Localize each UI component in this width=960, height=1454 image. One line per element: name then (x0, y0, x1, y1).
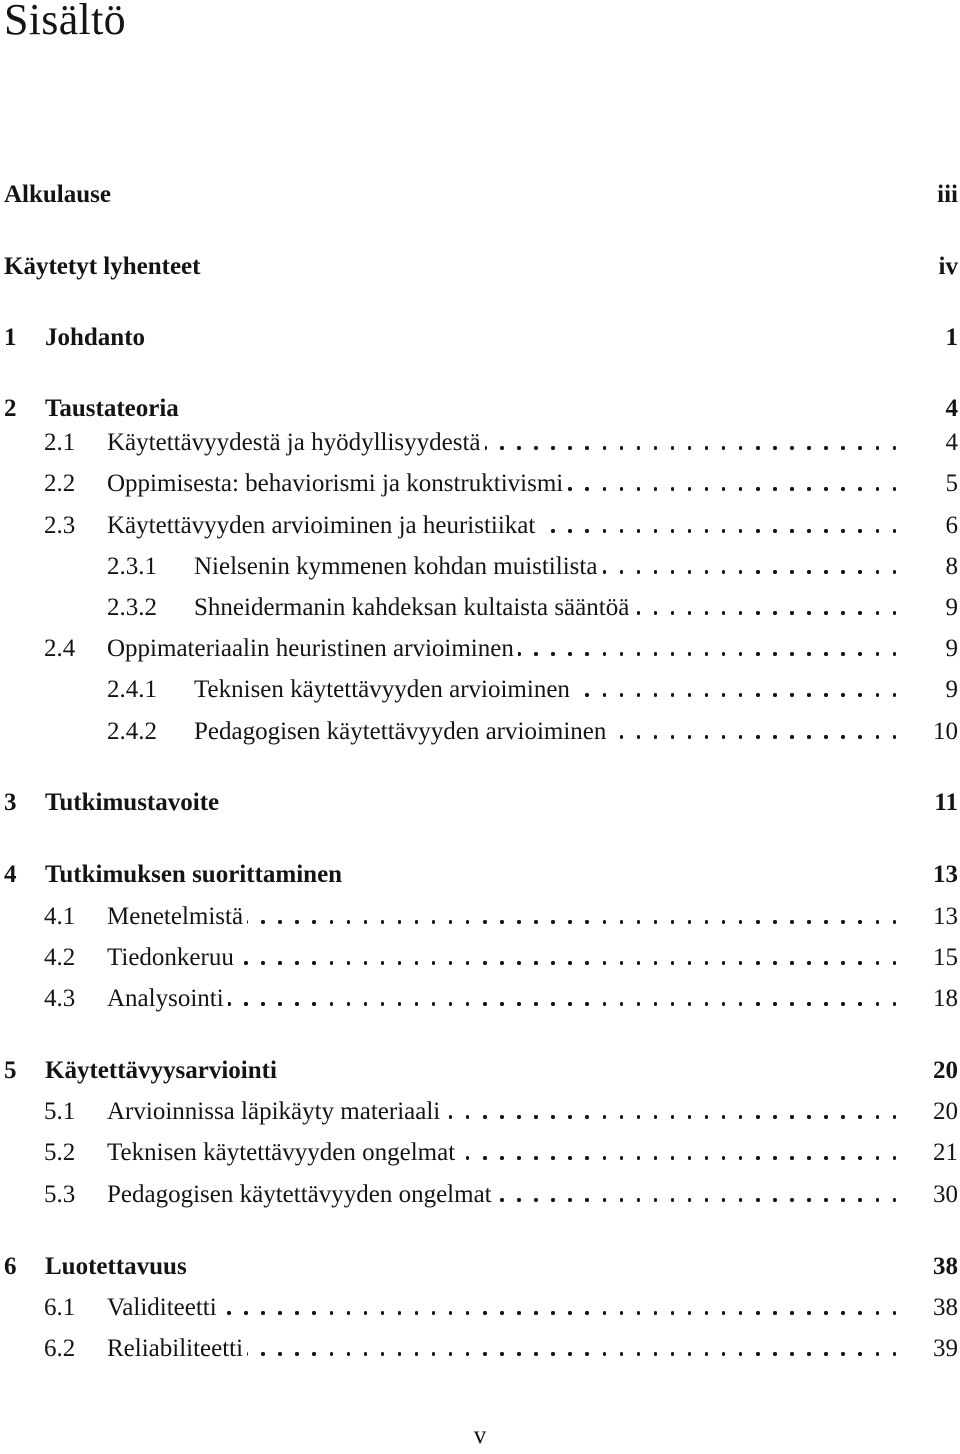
toc-entry-title: Shneidermanin kahdeksan kultaista sääntöä (194, 594, 630, 621)
toc-page-number: 21 (933, 1139, 958, 1166)
toc-entry-title: Arvioinnissa läpikäyty materiaali (107, 1098, 441, 1125)
toc-entry-number: 2.4.1 (107, 676, 157, 703)
dot-leader (539, 508, 896, 544)
toc-page-number: 20 (933, 1057, 958, 1084)
toc-chapter-entry[interactable] (4, 1249, 958, 1285)
toc-entry-title: Käytettävyydestä ja hyödyllisyydestä (107, 429, 481, 456)
dot-leader (228, 981, 896, 1017)
toc-entry-title: Menetelmistä (107, 903, 244, 930)
toc-section-entry[interactable] (4, 981, 958, 1017)
toc-entry-title: Taustateoria (45, 395, 179, 422)
toc-entry-title: Pedagogisen käytettävyyden arvioiminen (194, 718, 607, 745)
toc-subsection-entry[interactable] (4, 672, 958, 708)
toc-chapter-entry[interactable] (4, 249, 958, 285)
toc-entry-number: 2.3 (44, 512, 76, 539)
toc-chapter-entry[interactable] (4, 1053, 958, 1089)
toc-page-number: 10 (933, 718, 958, 745)
toc-entry-title: Käytettävyysarviointi (45, 1057, 277, 1084)
dot-leader (633, 590, 896, 626)
dot-leader (444, 1094, 896, 1130)
dot-leader (518, 631, 896, 667)
toc-section-entry[interactable] (4, 508, 958, 544)
toc-entry-number: 6 (4, 1253, 17, 1280)
toc-entry-title: Analysointi (107, 985, 224, 1012)
toc-entry-title: Johdanto (45, 324, 146, 351)
toc-entry-number: 2 (4, 395, 17, 422)
dot-leader (247, 1331, 896, 1367)
toc-page-number: 38 (933, 1253, 958, 1280)
toc-chapter-entry[interactable] (4, 177, 958, 213)
toc-chapter-entry[interactable] (4, 857, 958, 893)
dot-leader (574, 672, 896, 708)
dot-leader (610, 714, 896, 750)
toc-subsection-entry[interactable] (4, 590, 958, 626)
page-number: v (473, 1422, 487, 1449)
toc-section-entry[interactable] (4, 1331, 958, 1367)
toc-page-number: 15 (933, 944, 958, 971)
toc-page-number: iv (938, 253, 958, 280)
toc-entry-number: 4 (4, 861, 17, 888)
toc-section-entry[interactable] (4, 1290, 958, 1326)
toc-section-entry[interactable] (4, 940, 958, 976)
toc-page-number: 9 (945, 676, 958, 703)
toc-entry-title: Oppimateriaalin heuristinen arvioiminen (107, 635, 514, 662)
toc-page-number: 9 (945, 594, 958, 621)
toc-entry-number: 6.1 (44, 1294, 76, 1321)
toc-chapter-entry[interactable] (4, 391, 958, 427)
toc-entry-title: Alkulause (4, 181, 111, 208)
toc-page-number: 8 (945, 553, 958, 580)
dot-leader (247, 899, 896, 935)
toc-entry-title: Oppimisesta: behaviorismi ja konstruktivismi (107, 470, 564, 497)
toc-page-number: 6 (945, 512, 958, 539)
toc-entry-title: Luotettavuus (45, 1253, 187, 1280)
toc-page-number: 18 (933, 985, 958, 1012)
dot-leader (459, 1135, 896, 1171)
toc-section-entry[interactable] (4, 899, 958, 935)
toc-entry-title: Tutkimustavoite (45, 789, 220, 816)
toc-entry-title: Teknisen käytettävyyden ongelmat (107, 1139, 456, 1166)
toc-entry-number: 2.4.2 (107, 718, 157, 745)
toc-section-entry[interactable] (4, 631, 958, 667)
toc-entry-title: Nielsenin kymmenen kohdan muistilista (194, 553, 598, 580)
dot-leader (601, 549, 896, 585)
toc-entry-number: 5.1 (44, 1098, 76, 1125)
dot-leader (485, 425, 896, 461)
toc-page-number: 11 (934, 789, 958, 816)
toc-entry-number: 4.2 (44, 944, 76, 971)
toc-entry-title: Pedagogisen käytettävyyden ongelmat (107, 1181, 492, 1208)
toc-entry-number: 2.3.1 (107, 553, 157, 580)
toc-chapter-entry[interactable] (4, 785, 958, 821)
toc-section-entry[interactable] (4, 466, 958, 502)
dot-leader (496, 1177, 896, 1213)
toc-entry-number: 2.3.2 (107, 594, 157, 621)
toc-entry-title: Tutkimuksen suorittaminen (45, 861, 343, 888)
toc-entry-number: 4.3 (44, 985, 76, 1012)
toc-entry-title: Käytettävyyden arvioiminen ja heuristiikat (107, 512, 536, 539)
toc-entry-title: Reliabiliteetti (107, 1335, 244, 1362)
toc-entry-number: 5.3 (44, 1181, 76, 1208)
toc-entry-number: 1 (4, 324, 17, 351)
toc-section-entry[interactable] (4, 425, 958, 461)
toc-section-entry[interactable] (4, 1094, 958, 1130)
page-title: Sisältö (4, 0, 126, 44)
toc-entry-title: Tiedonkeruu (107, 944, 234, 971)
dot-leader (567, 466, 896, 502)
toc-subsection-entry[interactable] (4, 714, 958, 750)
toc-section-entry[interactable] (4, 1177, 958, 1213)
toc-entry-number: 4.1 (44, 903, 76, 930)
toc-page-number: 20 (933, 1098, 958, 1125)
toc-page-number: 1 (945, 324, 958, 351)
toc-chapter-entry[interactable] (4, 320, 958, 356)
toc-page-number: 38 (933, 1294, 958, 1321)
toc-entry-number: 6.2 (44, 1335, 76, 1362)
dot-leader (238, 940, 896, 976)
toc-entry-number: 2.4 (44, 635, 76, 662)
toc-page-number: 13 (933, 861, 958, 888)
toc-page-number: 13 (933, 903, 958, 930)
toc-entry-number: 2.2 (44, 470, 76, 497)
dot-leader (221, 1290, 896, 1326)
toc-page-number: 4 (945, 429, 958, 456)
toc-section-entry[interactable] (4, 1135, 958, 1171)
toc-page-number: 30 (933, 1181, 958, 1208)
toc-entry-title: Validiteetti (107, 1294, 217, 1321)
toc-page-number: 5 (945, 470, 958, 497)
toc-subsection-entry[interactable] (4, 549, 958, 585)
toc-page-number: 4 (945, 395, 958, 422)
toc-entry-number: 5.2 (44, 1139, 76, 1166)
toc-entry-number: 2.1 (44, 429, 76, 456)
toc-entry-title: Käytetyt lyhenteet (4, 253, 201, 280)
toc-page-number: 39 (933, 1335, 958, 1362)
toc-page-number: iii (937, 181, 958, 208)
toc-entry-number: 3 (4, 789, 17, 816)
toc-entry-number: 5 (4, 1057, 17, 1084)
toc-page-number: 9 (945, 635, 958, 662)
toc-entry-title: Teknisen käytettävyyden arvioiminen (194, 676, 570, 703)
